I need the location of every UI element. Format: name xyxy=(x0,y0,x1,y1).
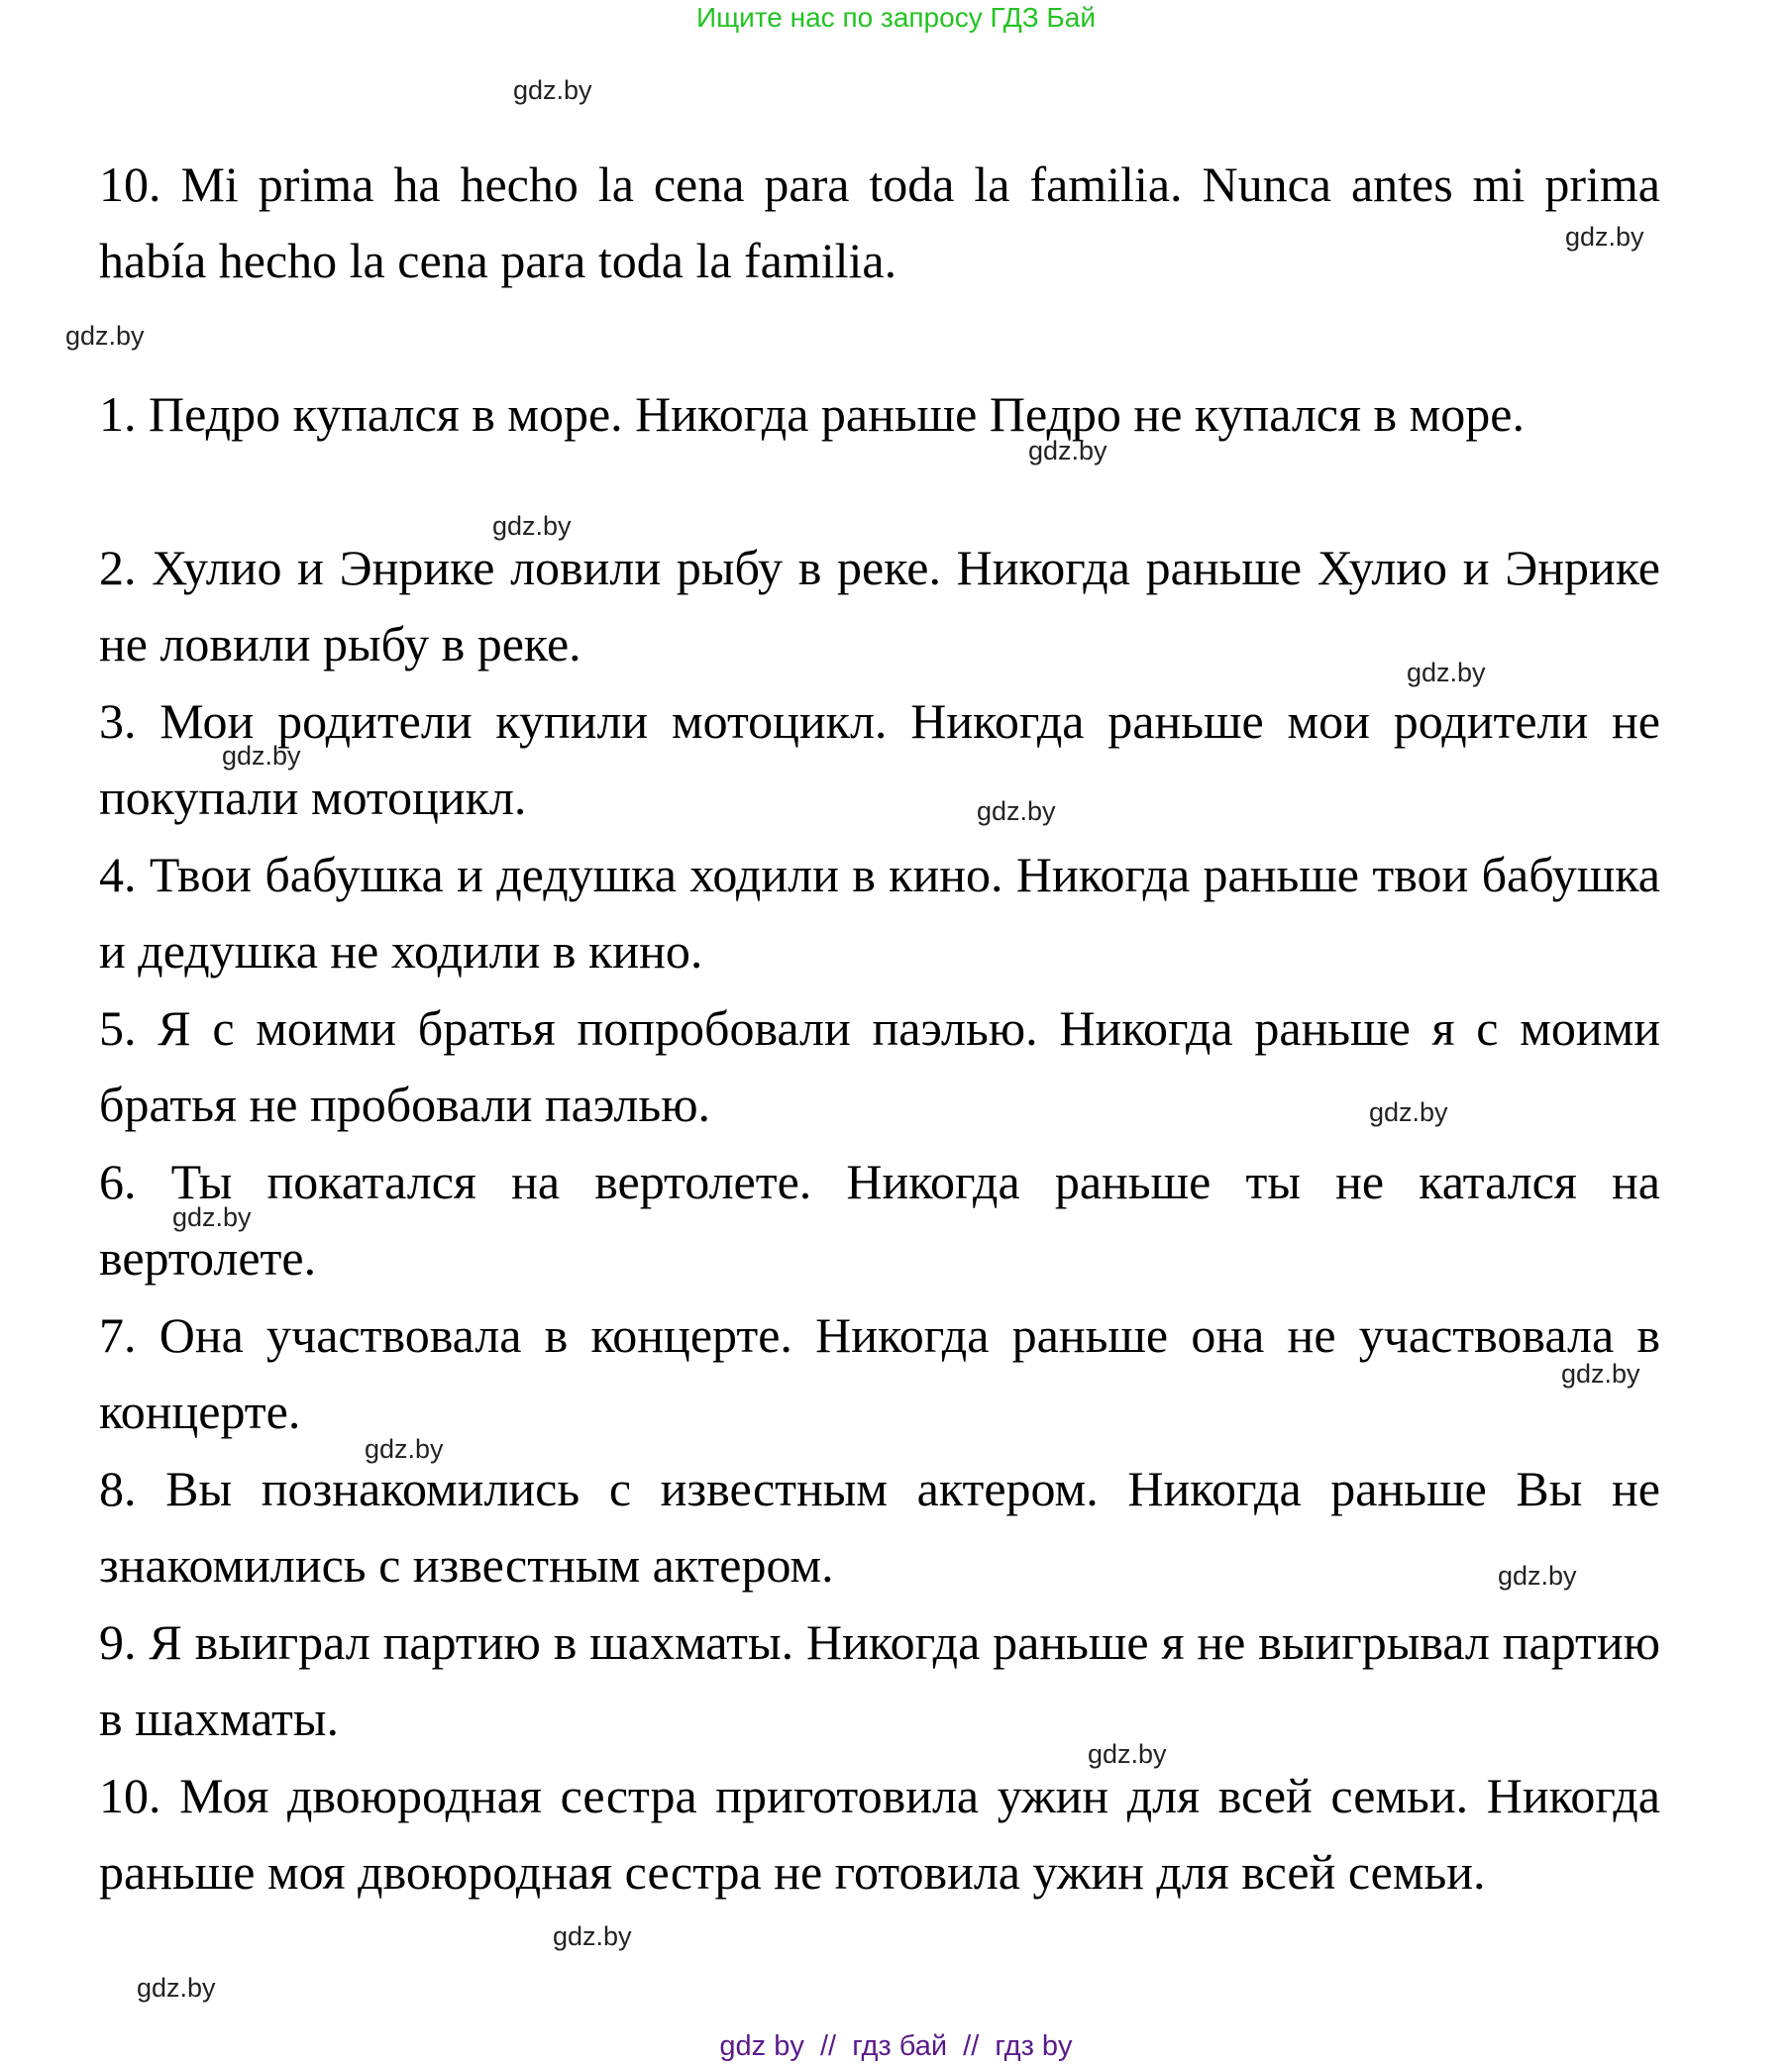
watermark: gdz.by xyxy=(1407,658,1486,687)
watermark: gdz.by xyxy=(222,741,301,771)
watermark: gdz.by xyxy=(1565,222,1644,252)
watermark: gdz.by xyxy=(492,511,572,541)
search-banner: Ищите нас по запросу ГДЗ Бай xyxy=(695,2,1097,33)
watermark: gdz.by xyxy=(172,1202,252,1232)
answer-item-5: 5. Я с моими братья попробовали паэлью. Никогда раньше я с моими братья не пробовали паэлью. xyxy=(99,1000,1660,1132)
watermark: gdz.by xyxy=(137,1973,216,2003)
watermark: gdz.by xyxy=(513,75,592,105)
footer-links: gdz by // гдз бай // гдз by xyxy=(719,2030,1073,2062)
spanish-sentence: 10. Mi prima ha hecho la cena para toda la familia. Nunca antes mi prima había hecho la cena para toda la familia. xyxy=(99,156,1660,288)
watermark: gdz.by xyxy=(1028,436,1107,465)
answer-item-1: 1. Педро купался в море. Никогда раньше Педро не купался в море. xyxy=(99,386,1525,442)
answer-item-7: 7. Она участвовала в концерте. Никогда раньше она не участвовала в концерте. xyxy=(99,1307,1660,1439)
answer-item-2: 2. Хулио и Энрике ловили рыбу в реке. Никогда раньше Хулио и Энрике не ловили рыбу в реке. xyxy=(99,540,1660,671)
answer-item-3: 3. Мои родители купили мотоцикл. Никогда раньше мои родители не покупали мотоцикл. xyxy=(99,693,1660,825)
answer-item-8: 8. Вы познакомились с известным актером. Никогда раньше Вы не знакомились с известным актером. xyxy=(99,1461,1660,1593)
watermark: gdz.by xyxy=(553,1921,632,1951)
answer-item-4: 4. Твои бабушка и дедушка ходили в кино. Никогда раньше твои бабушка и дедушка не ходили в кино. xyxy=(99,847,1660,979)
watermark: gdz.by xyxy=(365,1434,444,1464)
watermark: gdz.by xyxy=(1369,1097,1448,1127)
answer-item-10: 10. Моя двоюродная сестра приготовила ужин для всей семьи. Никогда раньше моя двоюродная сестра не готовила ужин для всей семьи. xyxy=(99,1768,1660,1900)
answer-item-6: 6. Ты покатался на вертолете. Никогда раньше ты не катался на вертолете. xyxy=(99,1154,1660,1286)
watermark: gdz.by xyxy=(1088,1739,1167,1769)
watermark: gdz.by xyxy=(1498,1561,1577,1591)
answer-item-9: 9. Я выиграл партию в шахматы. Никогда раньше я не выигрывал партию в шахматы. xyxy=(99,1614,1660,1746)
watermark: gdz.by xyxy=(1561,1359,1640,1389)
watermark: gdz.by xyxy=(977,796,1056,826)
watermark: gdz.by xyxy=(65,321,145,351)
